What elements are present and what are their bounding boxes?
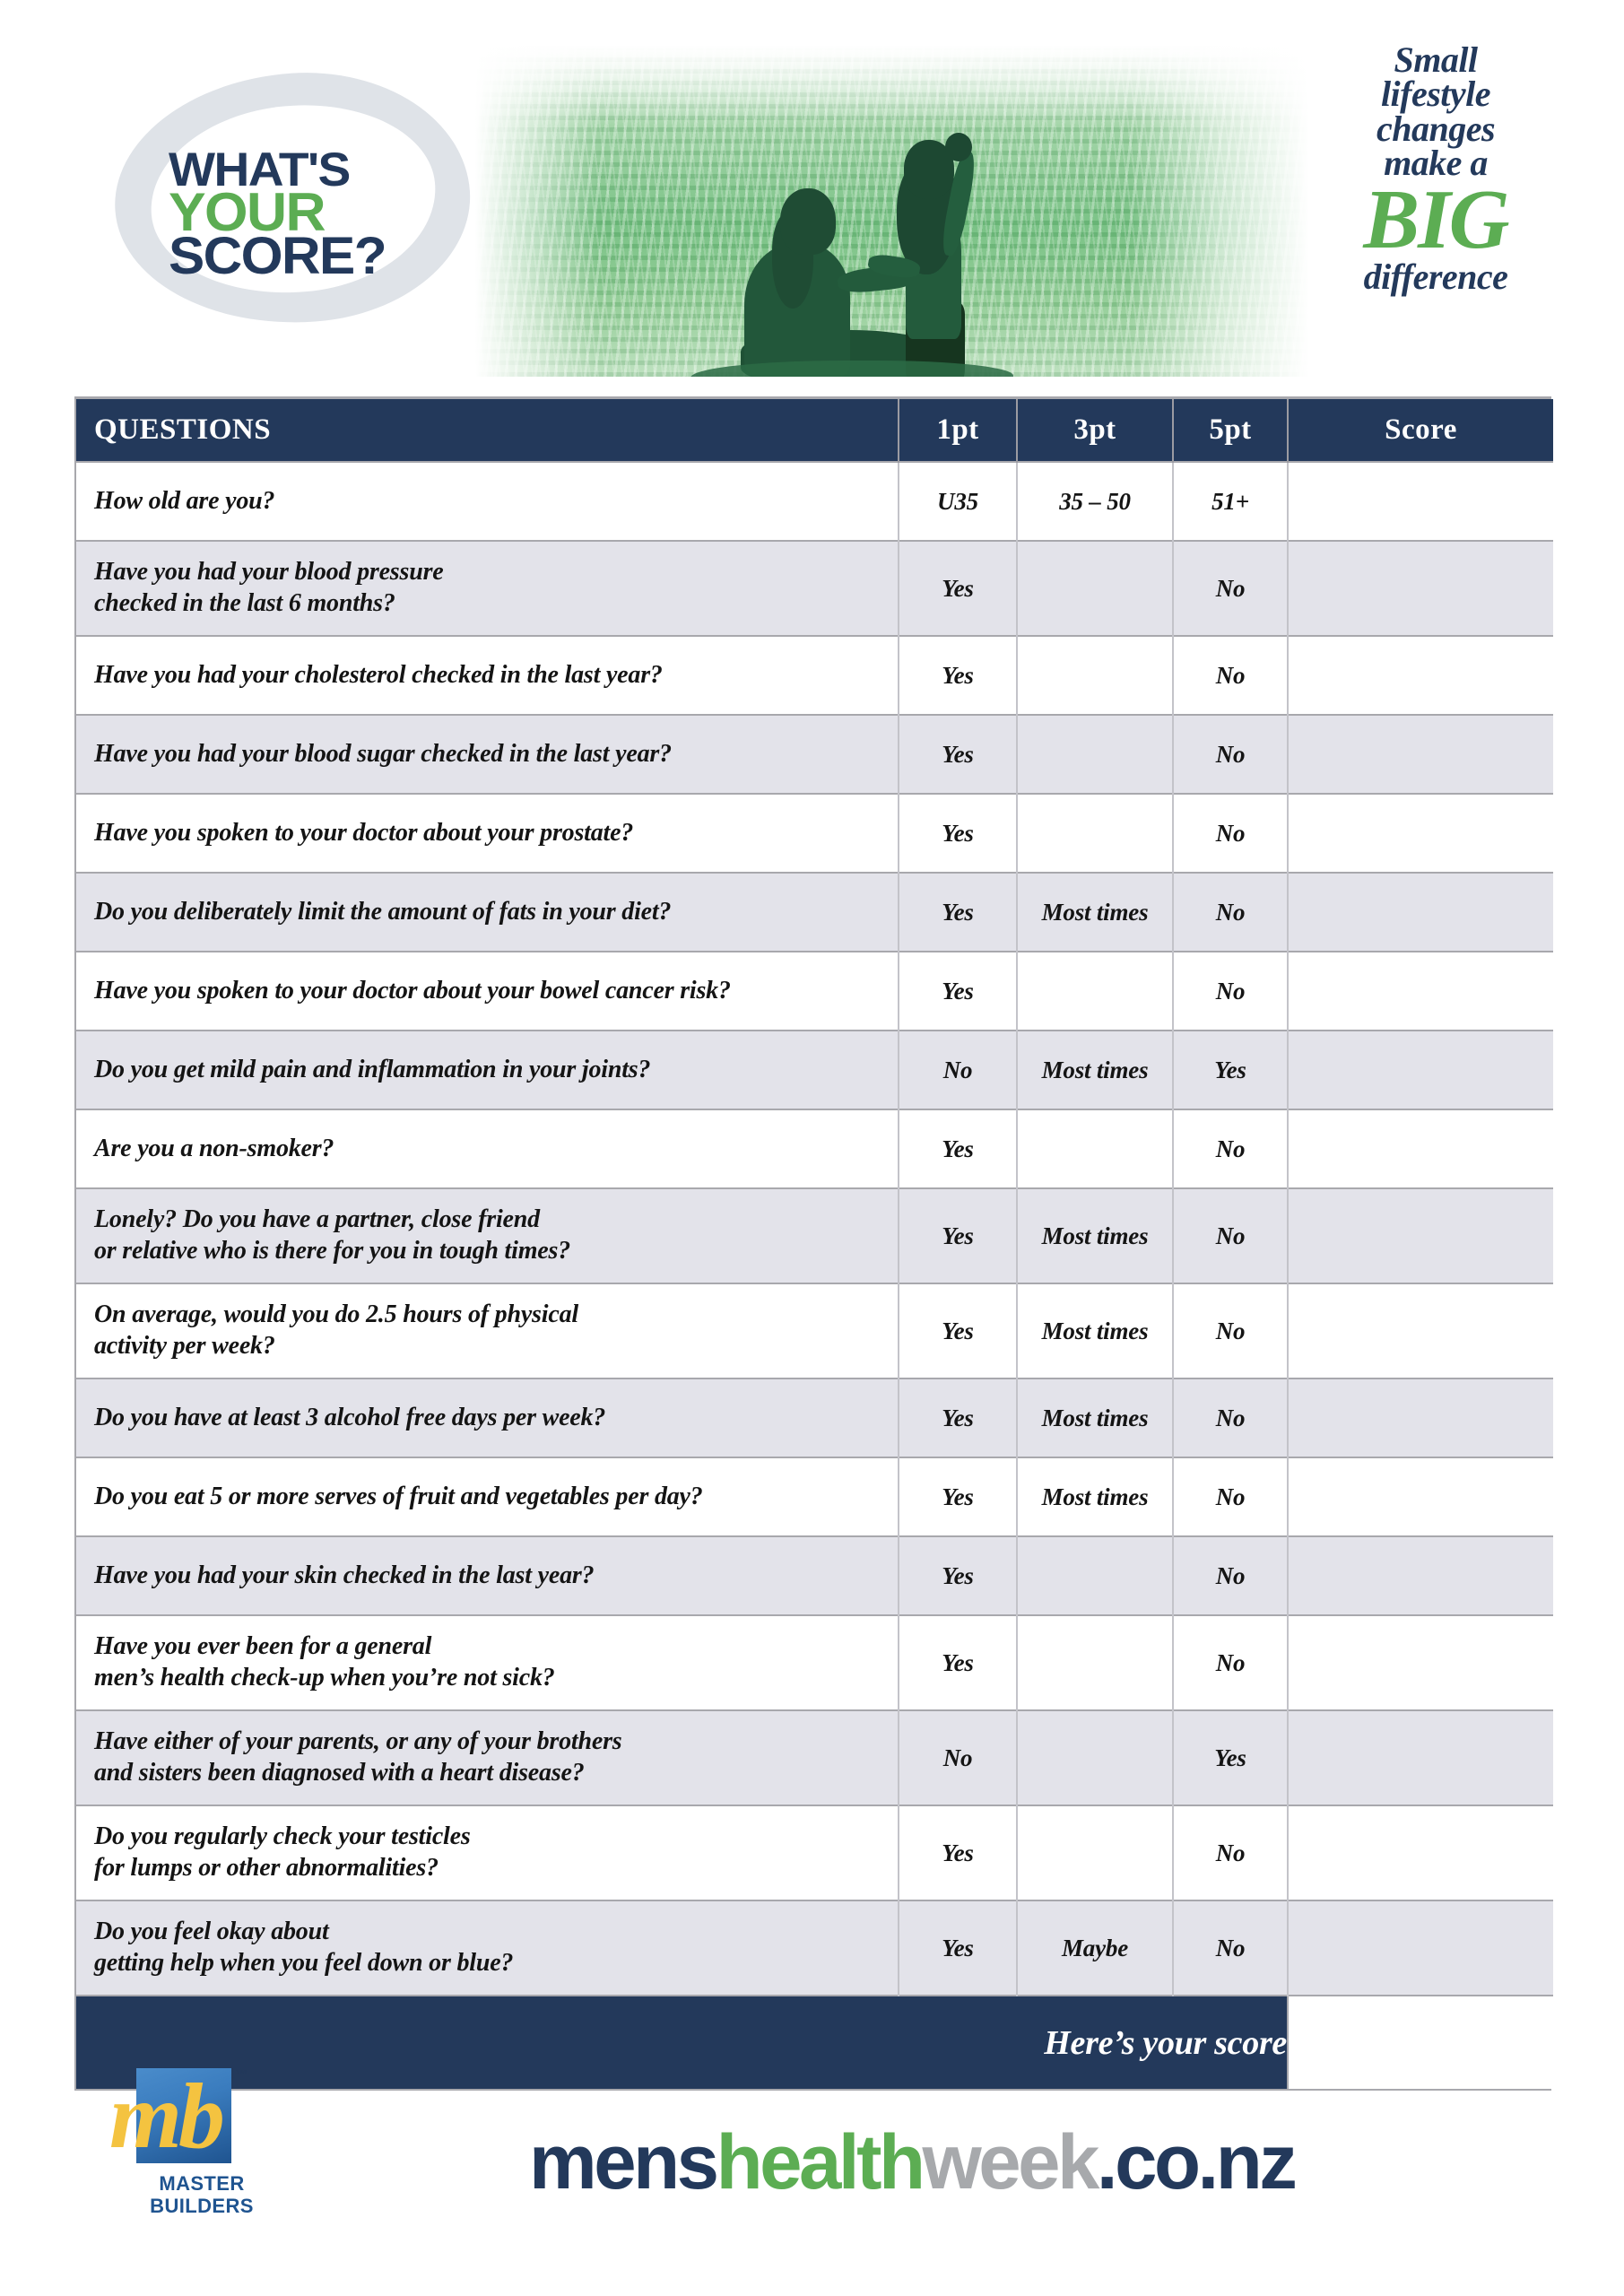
score-table <box>76 399 1553 2089</box>
answer-1pt: Yes <box>899 1283 1017 1378</box>
tagline-line-3: changes <box>1376 108 1496 149</box>
question-text: Lonely? Do you have a partner, close friend or relative who is there for you in tough times? <box>76 1188 899 1283</box>
answer-1pt: Yes <box>899 873 1017 952</box>
answer-5pt: No <box>1173 1805 1288 1900</box>
column-header-score: Score <box>1288 399 1553 462</box>
question-text: Do you deliberately limit the amount of fats in your diet? <box>76 873 899 952</box>
master-builders-line-1: MASTER <box>159 2172 245 2195</box>
answer-1pt: Yes <box>899 1805 1017 1900</box>
answer-5pt: No <box>1173 636 1288 715</box>
tagline-block <box>1301 39 1570 298</box>
answer-3pt: Most times <box>1017 1283 1173 1378</box>
question-text: Have you had your blood sugar checked in the last year? <box>76 715 899 794</box>
silhouette-wave-foam <box>690 361 1013 377</box>
question-text: On average, would you do 2.5 hours of physical activity per week? <box>76 1283 899 1378</box>
column-header-3pt: 3pt <box>1017 399 1173 462</box>
answer-1pt: Yes <box>899 541 1017 636</box>
url-part-tld: .co.nz <box>1096 2119 1295 2205</box>
question-text: Are you a non-smoker? <box>76 1109 899 1188</box>
answer-5pt: Yes <box>1173 1031 1288 1109</box>
answer-3pt <box>1017 541 1173 636</box>
score-cell[interactable] <box>1288 1805 1553 1900</box>
score-cell[interactable] <box>1288 636 1553 715</box>
master-builders-logo <box>99 2066 269 2237</box>
answer-3pt <box>1017 952 1173 1031</box>
answer-5pt: No <box>1173 1457 1288 1536</box>
score-cell[interactable] <box>1288 541 1553 636</box>
score-table-head <box>76 399 1553 462</box>
table-row <box>76 1109 1553 1188</box>
score-cell[interactable] <box>1288 1031 1553 1109</box>
url-part-health: health <box>716 2119 923 2205</box>
master-builders-line-2: BUILDERS <box>150 2195 254 2217</box>
question-text: Have you spoken to your doctor about your bowel cancer risk? <box>76 952 899 1031</box>
tagline-line-1: Small <box>1394 39 1478 80</box>
answer-5pt: No <box>1173 1378 1288 1457</box>
score-cell[interactable] <box>1288 794 1553 873</box>
question-text: Have you ever been for a general men’s health check-up when you’re not sick? <box>76 1615 899 1710</box>
answer-5pt: No <box>1173 873 1288 952</box>
table-row <box>76 1536 1553 1615</box>
column-header-questions: QUESTIONS <box>76 399 899 462</box>
table-row <box>76 1710 1553 1805</box>
question-text: How old are you? <box>76 462 899 541</box>
answer-5pt: No <box>1173 715 1288 794</box>
answer-3pt: Most times <box>1017 1457 1173 1536</box>
heres-your-score-label: Here’s your score <box>76 1996 1288 2089</box>
answer-3pt <box>1017 1536 1173 1615</box>
question-text: Have either of your parents, or any of your brothers and sisters been diagnosed with a heart disease? <box>76 1710 899 1805</box>
answer-1pt: Yes <box>899 1457 1017 1536</box>
table-row <box>76 1900 1553 1996</box>
table-row <box>76 794 1553 873</box>
whats-your-score-logo <box>169 144 491 285</box>
answer-1pt: Yes <box>899 1188 1017 1283</box>
tagline-line-5: difference <box>1363 257 1508 298</box>
answer-3pt <box>1017 715 1173 794</box>
table-row <box>76 1283 1553 1378</box>
table-row <box>76 462 1553 541</box>
answer-3pt: Most times <box>1017 1031 1173 1109</box>
master-builders-monogram: mb <box>109 2065 221 2168</box>
score-cell[interactable] <box>1288 1188 1553 1283</box>
score-cell[interactable] <box>1288 1283 1553 1378</box>
table-row <box>76 873 1553 952</box>
answer-1pt: Yes <box>899 1109 1017 1188</box>
logo-line-3: SCORE? <box>169 226 386 285</box>
answer-1pt: Yes <box>899 1536 1017 1615</box>
score-cell[interactable] <box>1288 1378 1553 1457</box>
score-cell[interactable] <box>1288 1710 1553 1805</box>
website-url[interactable] <box>529 2118 1294 2207</box>
page-header <box>0 0 1624 395</box>
answer-5pt: Yes <box>1173 1710 1288 1805</box>
score-table-container <box>74 396 1551 2091</box>
table-row <box>76 1457 1553 1536</box>
question-text: Have you had your blood pressure checked in the last 6 months? <box>76 541 899 636</box>
answer-5pt: No <box>1173 1109 1288 1188</box>
answer-3pt <box>1017 1710 1173 1805</box>
score-cell[interactable] <box>1288 1900 1553 1996</box>
answer-1pt: No <box>899 1710 1017 1805</box>
silhouette-standing-child-fist <box>945 133 972 161</box>
answer-1pt: No <box>899 1031 1017 1109</box>
answer-1pt: Yes <box>899 636 1017 715</box>
logo-line-1: WHAT'S <box>169 144 350 196</box>
score-cell[interactable] <box>1288 715 1553 794</box>
logo-line-2: YOUR <box>169 181 326 242</box>
table-row <box>76 1188 1553 1283</box>
answer-3pt: Most times <box>1017 1188 1173 1283</box>
answer-1pt: Yes <box>899 1378 1017 1457</box>
answer-1pt: Yes <box>899 1615 1017 1710</box>
answer-5pt: 51+ <box>1173 462 1288 541</box>
tagline-line-2: lifestyle <box>1380 74 1491 115</box>
answer-3pt: Most times <box>1017 1378 1173 1457</box>
answer-3pt <box>1017 794 1173 873</box>
question-text: Do you get mild pain and inflammation in your joints? <box>76 1031 899 1109</box>
answer-5pt: No <box>1173 952 1288 1031</box>
answer-5pt: No <box>1173 1283 1288 1378</box>
answer-3pt <box>1017 1805 1173 1900</box>
photo-fade-right <box>1130 45 1309 377</box>
url-part-mens: mens <box>529 2119 716 2205</box>
table-row <box>76 952 1553 1031</box>
answer-5pt: No <box>1173 794 1288 873</box>
table-row <box>76 1031 1553 1109</box>
score-table-body <box>76 462 1553 1996</box>
header-photo-children-in-sea <box>475 45 1309 377</box>
score-cell[interactable] <box>1288 1457 1553 1536</box>
answer-5pt: No <box>1173 1900 1288 1996</box>
trademark-icon: ™ <box>235 2066 248 2081</box>
answer-5pt: No <box>1173 1536 1288 1615</box>
answer-3pt: Most times <box>1017 873 1173 952</box>
column-header-1pt: 1pt <box>899 399 1017 462</box>
question-text: Do you have at least 3 alcohol free days per week? <box>76 1378 899 1457</box>
master-builders-wordmark <box>135 2172 269 2217</box>
silhouette-seated-child-head <box>780 188 836 255</box>
table-row <box>76 1378 1553 1457</box>
score-cell[interactable] <box>1288 1109 1553 1188</box>
answer-1pt: U35 <box>899 462 1017 541</box>
question-text: Have you had your skin checked in the last year? <box>76 1536 899 1615</box>
answer-1pt: Yes <box>899 794 1017 873</box>
question-text: Have you had your cholesterol checked in the last year? <box>76 636 899 715</box>
answer-5pt: No <box>1173 1615 1288 1710</box>
score-cell[interactable] <box>1288 952 1553 1031</box>
answer-3pt: Maybe <box>1017 1900 1173 1996</box>
question-text: Have you spoken to your doctor about your prostate? <box>76 794 899 873</box>
answer-1pt: Yes <box>899 952 1017 1031</box>
table-row <box>76 1615 1553 1710</box>
table-row <box>76 715 1553 794</box>
question-text: Do you eat 5 or more serves of fruit and vegetables per day? <box>76 1457 899 1536</box>
answer-5pt: No <box>1173 1188 1288 1283</box>
answer-3pt <box>1017 1615 1173 1710</box>
table-row <box>76 1805 1553 1900</box>
table-row <box>76 541 1553 636</box>
score-cell[interactable] <box>1288 462 1553 541</box>
tagline-big-word: BIG <box>1363 172 1508 266</box>
score-cell[interactable] <box>1288 1536 1553 1615</box>
answer-3pt <box>1017 636 1173 715</box>
score-table-header-row <box>76 399 1553 462</box>
answer-3pt: 35 – 50 <box>1017 462 1173 541</box>
page-footer <box>0 2063 1624 2296</box>
column-header-5pt: 5pt <box>1173 399 1288 462</box>
answer-1pt: Yes <box>899 1900 1017 1996</box>
table-row <box>76 636 1553 715</box>
tagline-line-4: make a <box>1384 143 1488 184</box>
score-cell[interactable] <box>1288 873 1553 952</box>
score-cell[interactable] <box>1288 1615 1553 1710</box>
answer-5pt: No <box>1173 541 1288 636</box>
answer-3pt <box>1017 1109 1173 1188</box>
question-text: Do you feel okay about getting help when you feel down or blue? <box>76 1900 899 1996</box>
answer-1pt: Yes <box>899 715 1017 794</box>
question-text: Do you regularly check your testicles for lumps or other abnormalities? <box>76 1805 899 1900</box>
url-part-week: week <box>922 2119 1097 2205</box>
